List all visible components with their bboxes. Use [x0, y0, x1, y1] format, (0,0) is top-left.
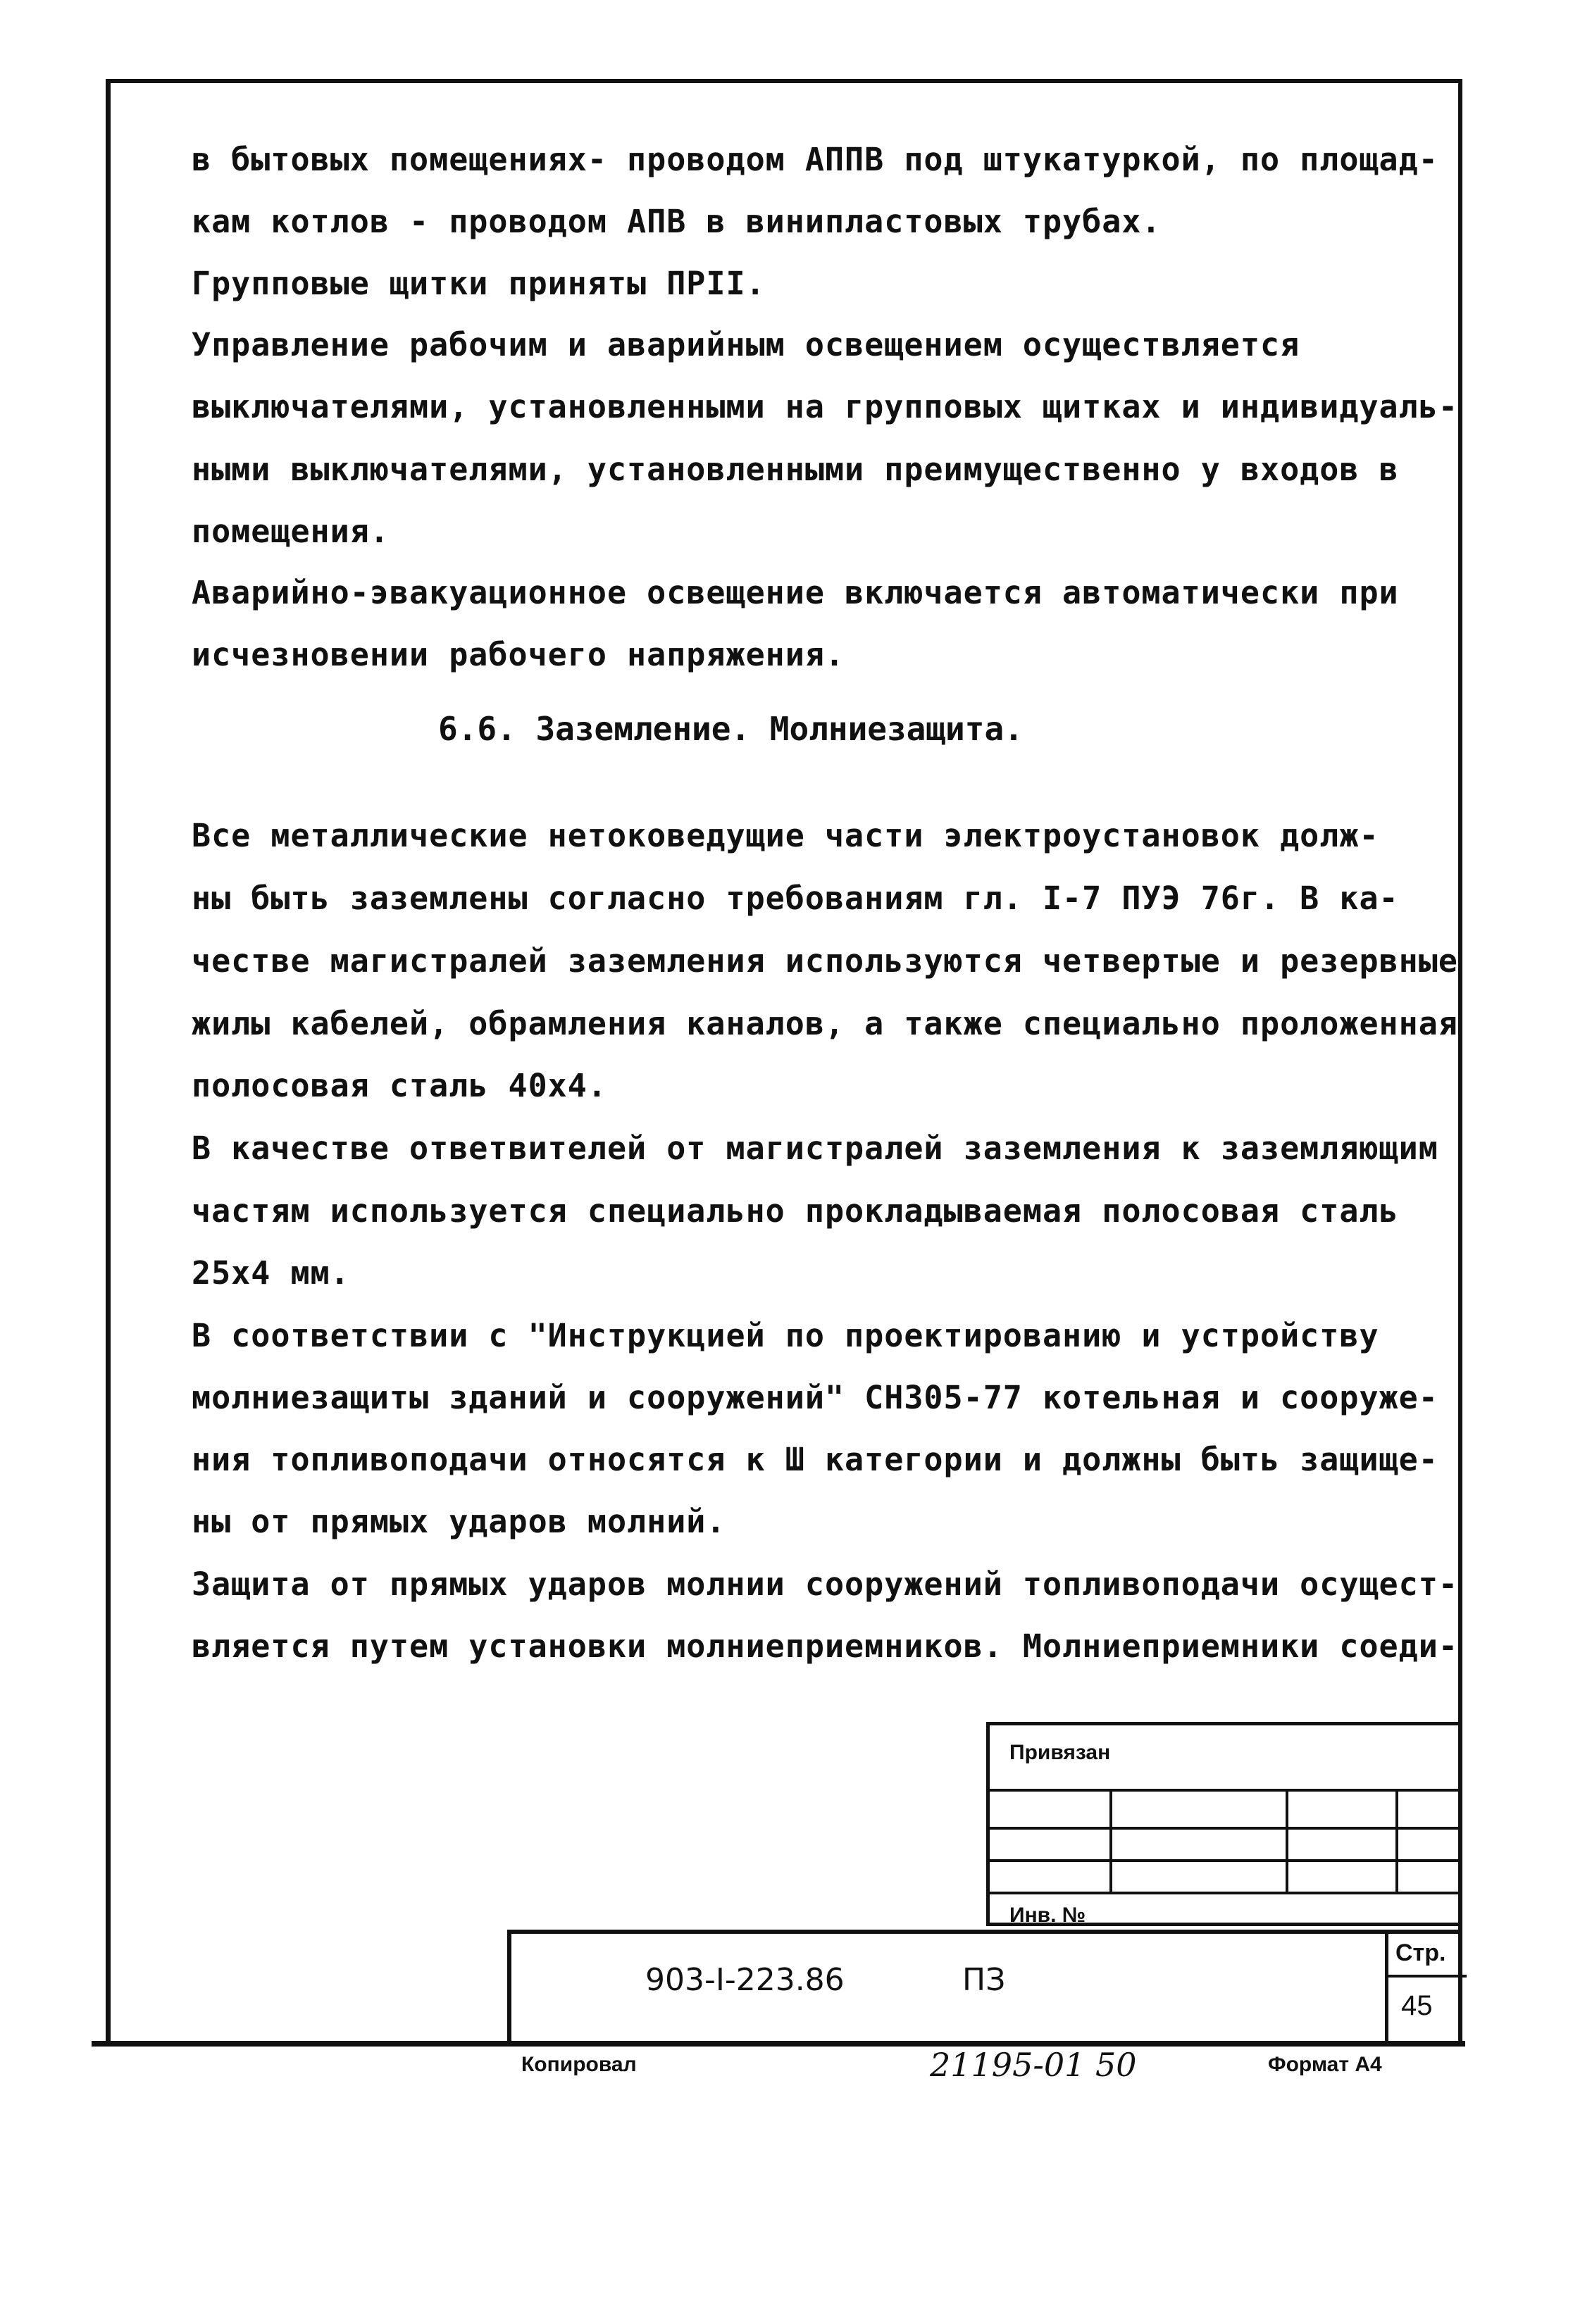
- text-line: помещения.: [192, 513, 390, 550]
- stamp-divider: [1395, 1789, 1398, 1892]
- text-line: Защита от прямых ударов молнии сооружений топливоподачи осущест-: [192, 1566, 1458, 1603]
- stamp-rule: [990, 1827, 1459, 1830]
- page-box: [1385, 1934, 1467, 2042]
- format-label: Формат А4: [1268, 2053, 1382, 2076]
- stamp-rule: [990, 1859, 1459, 1862]
- title-block: [507, 1930, 1462, 2042]
- page-number: 45: [1401, 1990, 1433, 2021]
- text-line: Групповые щитки приняты ПРII.: [192, 265, 766, 302]
- text-line: ны быть заземлены согласно требованиям гл. I-7 ПУЭ 76г. В ка-: [192, 880, 1399, 917]
- inventory-label: Инв. №: [1009, 1904, 1086, 1927]
- text-line: Управление рабочим и аварийным освещением осуществляется: [192, 326, 1300, 363]
- text-line: вляется путем установки молниеприемников. Молниеприемники соеди-: [192, 1628, 1458, 1665]
- text-line: Все металлические нетоковедущие части электроустановок долж-: [192, 817, 1379, 854]
- text-line: жилы кабелей, обрамления каналов, а также специально проложенная: [192, 1005, 1458, 1042]
- text-line: ными выключателями, установленными преимущественно у входов в: [192, 451, 1399, 488]
- text-line: ны от прямых ударов молний.: [192, 1503, 726, 1540]
- text-line: В качестве ответвителей от магистралей заземления к заземляющим: [192, 1130, 1438, 1167]
- stamp-divider: [1109, 1789, 1112, 1892]
- stamp-rule: [990, 1892, 1459, 1894]
- text-line: частям используется специально прокладываемая полосовая сталь: [192, 1192, 1399, 1230]
- binding-stamp: [986, 1722, 1462, 1926]
- attached-label: Привязан: [1009, 1741, 1111, 1764]
- text-line: Аварийно-эвакуационное освещение включается автоматически при: [192, 574, 1399, 611]
- text-line: В соответствии с "Инструкцией по проектированию и устройству: [192, 1317, 1379, 1354]
- text-line: исчезновении рабочего напряжения.: [192, 636, 845, 673]
- document-number: 903-I-223.86: [645, 1962, 845, 1998]
- stamp-rule: [990, 1789, 1459, 1792]
- text-line: выключателями, установленными на групповых щитках и индивидуаль-: [192, 388, 1458, 425]
- text-line: 25х4 мм.: [192, 1254, 350, 1292]
- handwritten-number: 21195-01 50: [930, 2046, 1137, 2084]
- page-label: Стр.: [1395, 1939, 1446, 1966]
- text-line: ния топливоподачи относятся к Ш категории и должны быть защище-: [192, 1441, 1438, 1478]
- stamp-divider: [1286, 1789, 1288, 1892]
- section-title: 6.6. Заземление. Молниезащита.: [438, 710, 1024, 748]
- text-line: полосовая сталь 40х4.: [192, 1067, 607, 1104]
- copied-label: Копировал: [521, 2053, 637, 2076]
- document-code: ПЗ: [962, 1962, 1006, 1998]
- text-line: честве магистралей заземления используются четвертые и резервные: [192, 942, 1458, 980]
- page-box-rule: [1388, 1975, 1467, 1978]
- text-line: молниезащиты зданий и сооружений" СН305-77 котельная и сооруже-: [192, 1379, 1438, 1416]
- text-line: в бытовых помещениях- проводом АППВ под штукатуркой, по площад-: [192, 141, 1438, 178]
- text-line: кам котлов - проводом АПВ в винипластовых трубах.: [192, 203, 1162, 240]
